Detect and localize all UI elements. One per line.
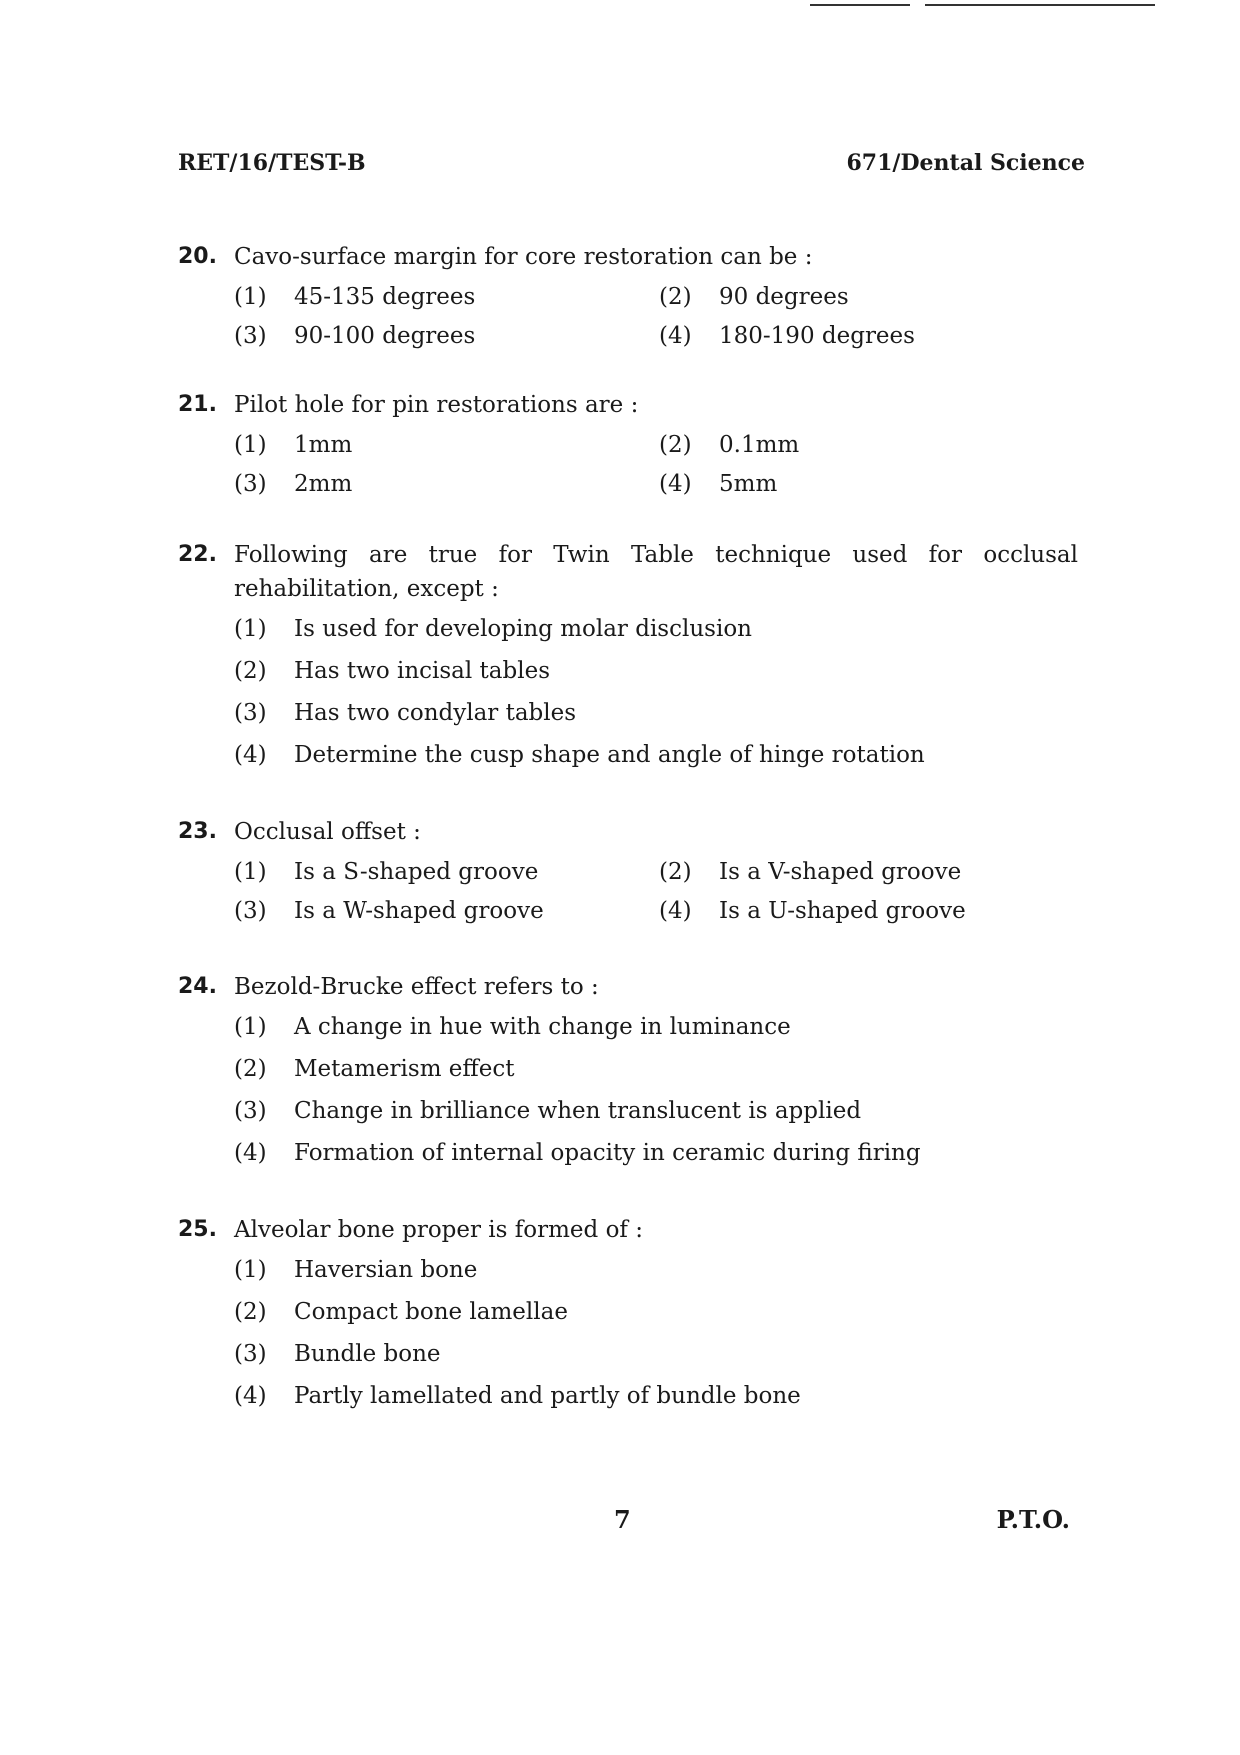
question-25 xyxy=(178,1213,1078,1421)
option-grid xyxy=(234,855,1078,928)
option-3: (3) Change in brilliance when translucent is applied xyxy=(234,1098,862,1124)
page-number: 7 xyxy=(614,1505,631,1534)
question-number: 25. xyxy=(178,1217,217,1242)
question-text: Bezold-Brucke effect refers to : xyxy=(234,974,599,1000)
option-2: (2) 90 degrees xyxy=(659,284,849,310)
option-3: (3) 90-100 degrees xyxy=(234,323,476,349)
option-3: (3) Bundle bone xyxy=(234,1341,441,1367)
question-number: 20. xyxy=(178,244,217,269)
question-text: Alveolar bone proper is formed of : xyxy=(234,1217,644,1243)
option-1: (1) Haversian bone xyxy=(234,1257,478,1283)
option-4: (4) Determine the cusp shape and angle of hinge rotation xyxy=(234,742,925,768)
exam-code: RET/16/TEST-B xyxy=(178,150,366,176)
option-4: (4) Is a U-shaped groove xyxy=(659,898,966,924)
option-3: (3) 2mm xyxy=(234,471,353,497)
option-grid xyxy=(234,428,1078,501)
subject-title: 671/Dental Science xyxy=(846,150,1085,176)
option-2: (2) Metamerism effect xyxy=(234,1056,515,1082)
question-number: 21. xyxy=(178,392,217,417)
option-4: (4) Formation of internal opacity in ceramic during firing xyxy=(234,1140,921,1166)
question-23 xyxy=(178,815,1078,928)
question-text: Pilot hole for pin restorations are : xyxy=(234,392,639,418)
please-turn-over: P.T.O. xyxy=(996,1505,1070,1534)
option-1: (1) 45-135 degrees xyxy=(234,284,476,310)
question-text: Occlusal offset : xyxy=(234,819,421,845)
option-grid xyxy=(234,280,1078,353)
scan-artifact-line xyxy=(925,4,1155,6)
option-1: (1) 1mm xyxy=(234,432,353,458)
option-list xyxy=(234,1010,1078,1170)
option-3: (3) Has two condylar tables xyxy=(234,700,577,726)
option-3: (3) Is a W-shaped groove xyxy=(234,898,544,924)
option-2: (2) 0.1mm xyxy=(659,432,800,458)
option-1: (1) A change in hue with change in luminance xyxy=(234,1014,791,1040)
question-24 xyxy=(178,970,1078,1178)
option-4: (4) Partly lamellated and partly of bundle bone xyxy=(234,1383,801,1409)
option-4: (4) 180-190 degrees xyxy=(659,323,915,349)
option-2: (2) Has two incisal tables xyxy=(234,658,551,684)
question-number: 22. xyxy=(178,542,217,567)
option-list xyxy=(234,1253,1078,1413)
option-1: (1) Is used for developing molar disclusion xyxy=(234,616,752,642)
question-21 xyxy=(178,388,1078,501)
option-2: (2) Is a V-shaped groove xyxy=(659,859,962,885)
scan-artifact-line xyxy=(810,4,910,6)
question-22 xyxy=(178,538,1078,780)
option-list xyxy=(234,612,1078,772)
question-text: Following are true for Twin Table technique used for occlusal rehabilitation, except : xyxy=(234,542,1078,602)
option-1: (1) Is a S-shaped groove xyxy=(234,859,539,885)
question-20 xyxy=(178,240,1078,353)
question-text: Cavo-surface margin for core restoration can be : xyxy=(234,244,813,270)
option-2: (2) Compact bone lamellae xyxy=(234,1299,568,1325)
question-number: 24. xyxy=(178,974,217,999)
question-number: 23. xyxy=(178,819,217,844)
option-4: (4) 5mm xyxy=(659,471,778,497)
